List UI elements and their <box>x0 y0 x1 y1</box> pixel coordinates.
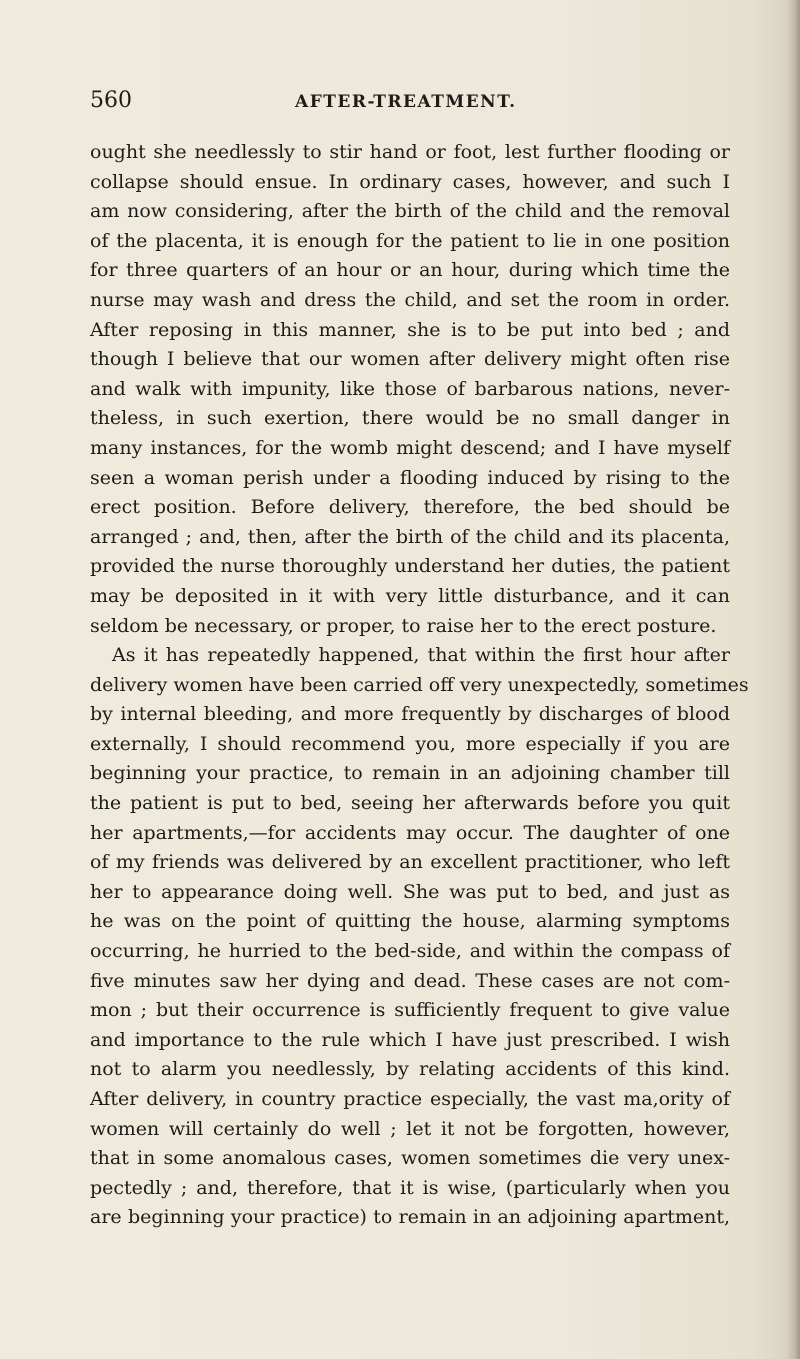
text-line: erect position. Before delivery, therefore, the bed should be <box>90 496 730 519</box>
text-line: her to appearance doing well. She was put to bed, and just as <box>90 880 730 903</box>
body-text <box>90 138 749 1233</box>
text-line: arranged ; and, then, after the birth of the child and its placenta, <box>90 525 730 548</box>
text-line: After reposing in this manner, she is to be put into bed ; and <box>90 318 730 341</box>
text-line: five minutes saw her dying and dead. These cases are not com- <box>90 969 730 992</box>
page-header <box>90 86 730 116</box>
text-line: the patient is put to bed, seeing her afterwards before you quit <box>90 792 730 815</box>
paragraph <box>90 641 749 1233</box>
text-line: though I believe that our women after delivery might often rise <box>90 348 730 371</box>
text-line: As it has repeatedly happened, that within the first hour after <box>112 644 730 667</box>
text-line: mon ; but their occurrence is sufficiently frequent to give value <box>90 999 730 1022</box>
text-line: he was on the point of quitting the house, alarming symptoms <box>90 910 730 933</box>
text-line: that in some anomalous cases, women sometimes die very unex- <box>90 1147 730 1170</box>
text-line: and walk with impunity, like those of barbarous nations, never- <box>90 377 730 400</box>
text-line: not to alarm you needlessly, by relating accidents of this kind. <box>90 1058 730 1081</box>
paragraph <box>90 138 730 641</box>
text-line: seen a woman perish under a flooding induced by rising to the <box>90 466 730 489</box>
text-line: nurse may wash and dress the child, and set the room in order. <box>90 288 730 311</box>
text-line: After delivery, in country practice especially, the vast ma,ority of <box>90 1088 730 1110</box>
text-line: women will certainly do well ; let it not be forgotten, however, <box>90 1117 730 1140</box>
text-line: many instances, for the womb might descend; and I have myself <box>90 436 730 459</box>
text-line: pectedly ; and, therefore, that it is wise, (particularly when you <box>90 1176 730 1199</box>
text-line: occurring, he hurried to the bed-side, and within the compass of <box>90 940 730 963</box>
running-head: AFTER-TREATMENT. <box>295 92 517 112</box>
text-line: may be deposited in it with very little disturbance, and it can <box>90 584 730 607</box>
text-line: seldom be necessary, or proper, to raise her to the erect posture. <box>90 614 717 637</box>
text-line: ought she needlessly to stir hand or foot, lest further flooding or <box>90 141 730 163</box>
text-line: externally, I should recommend you, more especially if you are <box>90 732 730 755</box>
text-line: by internal bleeding, and more frequently by discharges of blood <box>90 703 730 726</box>
text-line: delivery women have been carried off very unexpectedly, sometimes <box>90 673 749 696</box>
text-line: are beginning your practice) to remain in an adjoining apartment, <box>90 1206 730 1229</box>
text-line: theless, in such exertion, there would be no small danger in <box>90 407 730 430</box>
text-line: and importance to the rule which I have just prescribed. I wish <box>90 1028 730 1051</box>
page-number: 560 <box>90 88 132 113</box>
text-line: collapse should ensue. In ordinary cases, however, and such I <box>90 170 730 193</box>
text-line: beginning your practice, to remain in an adjoining chamber till <box>90 762 730 785</box>
page-edge-shadow <box>786 0 800 1359</box>
text-line: am now considering, after the birth of the child and the removal <box>90 200 730 223</box>
text-line: of the placenta, it is enough for the patient to lie in one position <box>90 229 730 252</box>
text-line: provided the nurse thoroughly understand her duties, the patient <box>90 555 730 578</box>
text-line: of my friends was delivered by an excellent practitioner, who left <box>90 851 730 874</box>
text-line: her apartments,—for accidents may occur. The daughter of one <box>90 821 730 844</box>
text-line: for three quarters of an hour or an hour, during which time the <box>90 259 730 282</box>
